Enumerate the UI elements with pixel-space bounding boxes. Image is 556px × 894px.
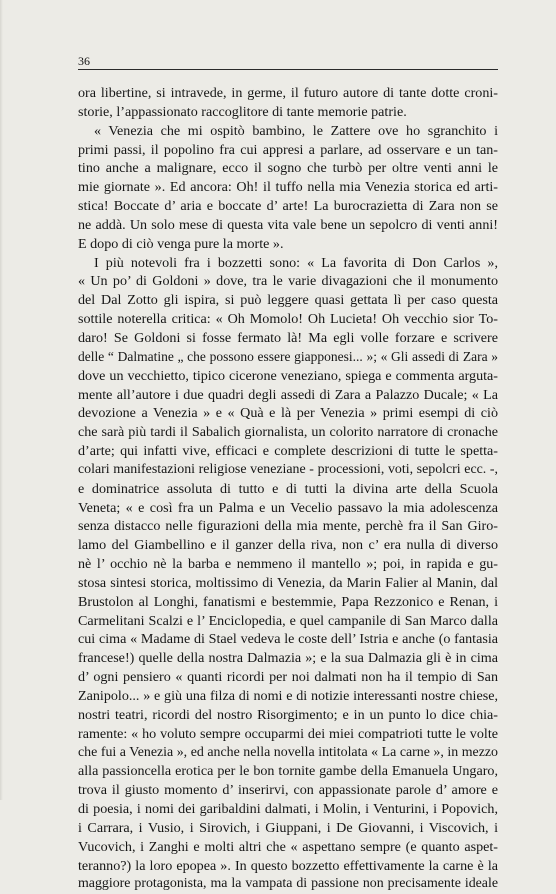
- text-line: d’ ogni pensiero « quanti ricordi per noi dalmati non ha il tempio di San: [78, 669, 498, 686]
- page-edge-shadow: [0, 0, 3, 800]
- text-line: « Un po’ di Goldoni » dove, tra le varie divagazioni che il monumento: [78, 273, 498, 290]
- text-line: alla passioncella erotica per le bon tornite gambe della Emanuela Ungaro,: [78, 763, 498, 780]
- text-line: ramente: « ho voluto sempre occuparmi dei miei compatrioti tutte le volte: [78, 725, 498, 742]
- text-line: colari manifestazioni religiose veneziane - processioni, voti, sepolcri ecc. -,: [78, 461, 498, 477]
- text-line: devozione a Venezia » e « Quà e là per Venezia » primi esempi di ciò: [78, 405, 498, 422]
- text-line: che sarà più tardi il Sabalich giornalista, un colorito narratore di cronache: [78, 424, 498, 441]
- text-line: Veneta; « e così fra un Palma e un Vecelio passavo la mia adolescenza: [78, 499, 498, 516]
- text-line: d’arte; qui infatti vive, efficaci e complete descrizioni di tutte le spetta-: [78, 443, 498, 460]
- text-line: mente all’autore i due quadri degli assedi di Zara a Palazzo Ducale; « La: [78, 386, 498, 403]
- text-line: delle “ Dalmatine „ che possono essere giapponesi... »; « Gli assedi di Zara »: [78, 348, 498, 364]
- text-line: del Dal Zotto gli ispira, si può leggere quasi gettata lì per caso questa: [78, 292, 498, 309]
- text-line: lamo del Giambellino e il ganzer della riva, non c’ era nulla di diverso: [78, 537, 498, 554]
- text-line: tino anche a malignare, ecco il sogno che turbò per oltre venti anni le: [78, 160, 498, 177]
- text-line: E dopo di ciò venga pure la morte ».: [78, 235, 284, 252]
- text-line: cui cima « Madame di Stael vedeva le coste dell’ Istria e anche (o fantasia: [78, 631, 498, 648]
- text-line: Vucovich, i Zanghi e molti altri che « aspettano sempre (e quanto aspet-: [78, 838, 498, 855]
- text-line: daro! Se Goldoni si fosse fermato là! Ma egli volle forzare e scrivere: [78, 329, 498, 346]
- text-line: francese!) quelle della nostra Dalmazia »; e la sua Dalmazia gli è in cima: [78, 650, 498, 667]
- text-line: nostri teatri, ricordi del nostro Risorgimento; e in un punto lo dice chia-: [78, 706, 498, 723]
- text-line: « Venezia che mi ospitò bambino, le Zattere ove ho sgranchito i: [94, 122, 498, 139]
- text-line: che fui a Venezia », ed anche nella novella intitolata « La carne », in mezzo: [78, 744, 498, 760]
- text-line: i Carrara, i Vusio, i Sirovich, i Giuppani, i De Giovanni, i Viscovich, i: [78, 819, 498, 836]
- page-number: 36: [78, 54, 90, 68]
- text-line: Zanipolo... » e giù una filza di nomi e di notizie interessanti nostre chiese,: [78, 688, 498, 704]
- text-line: trova il giusto momento d’ inserirvi, con appassionate parole d’ amore e: [78, 782, 498, 799]
- text-line: ora libertine, si intravede, in germe, il futuro autore di tante dotte croni-: [78, 85, 498, 101]
- text-line: mie giornate ». Ed ancora: Oh! il tuffo nella mia Venezia storica ed arti-: [78, 179, 498, 196]
- text-line: dove un vecchietto, tipico cicerone veneziano, spiega e commenta arguta-: [78, 367, 498, 384]
- header-rule: [78, 69, 498, 70]
- text-line: storie, l’appassionato raccoglitore di tante memorie patrie.: [78, 103, 407, 120]
- text-line: teranno?) la loro epopea ». In questo bozzetto effettivamente la carne è la: [78, 857, 498, 874]
- text-line: sottile noterella critica: « Oh Momolo! Oh Lucieta! Oh vecchio sior To-: [78, 311, 498, 328]
- text-line: e dominatrice assoluta di tutto e di tutti la divina arte della Scuola: [78, 480, 498, 497]
- text-line: nè l’ occhio nè la barba e nemmeno il mantello »; poi, in rapida e gu-: [78, 556, 498, 573]
- text-line: senza distacco nelle figurazioni della mia mente, perchè fra il San Giro-: [78, 518, 498, 535]
- text-line: I più notevoli fra i bozzetti sono: « La favorita di Don Carlos »,: [94, 254, 498, 271]
- text-line: ne addà. Un solo mese di questa vita vale bene un sepolcro di venti anni!: [78, 216, 498, 233]
- text-line: maggiore protagonista, ma la vampata di passione non precisamente ideale: [78, 876, 498, 892]
- text-line: di poesia, i nomi dei garibaldini dalmati, i Molin, i Venturini, i Popovich,: [78, 801, 498, 818]
- text-line: stosa sintesi storica, moltissimo di Venezia, da Marin Falier al Manin, dal: [78, 574, 498, 591]
- text-line: primi passi, il popolino fra cui appresi a parlare, ad osservare e un tan-: [78, 141, 498, 158]
- text-line: Carmelitani Scalzi e l’ Enciclopedia, e quel campanile di San Marco dalla: [78, 612, 498, 629]
- body-text: [78, 84, 498, 894]
- text-line: Brustolon al Longhi, fanatismi e bestemmie, Papa Rezzonico e Renan, i: [78, 593, 498, 610]
- text-line: stica! Boccate d’ aria e boccate d’ arte! La burocrazietta di Zara non se: [78, 198, 498, 215]
